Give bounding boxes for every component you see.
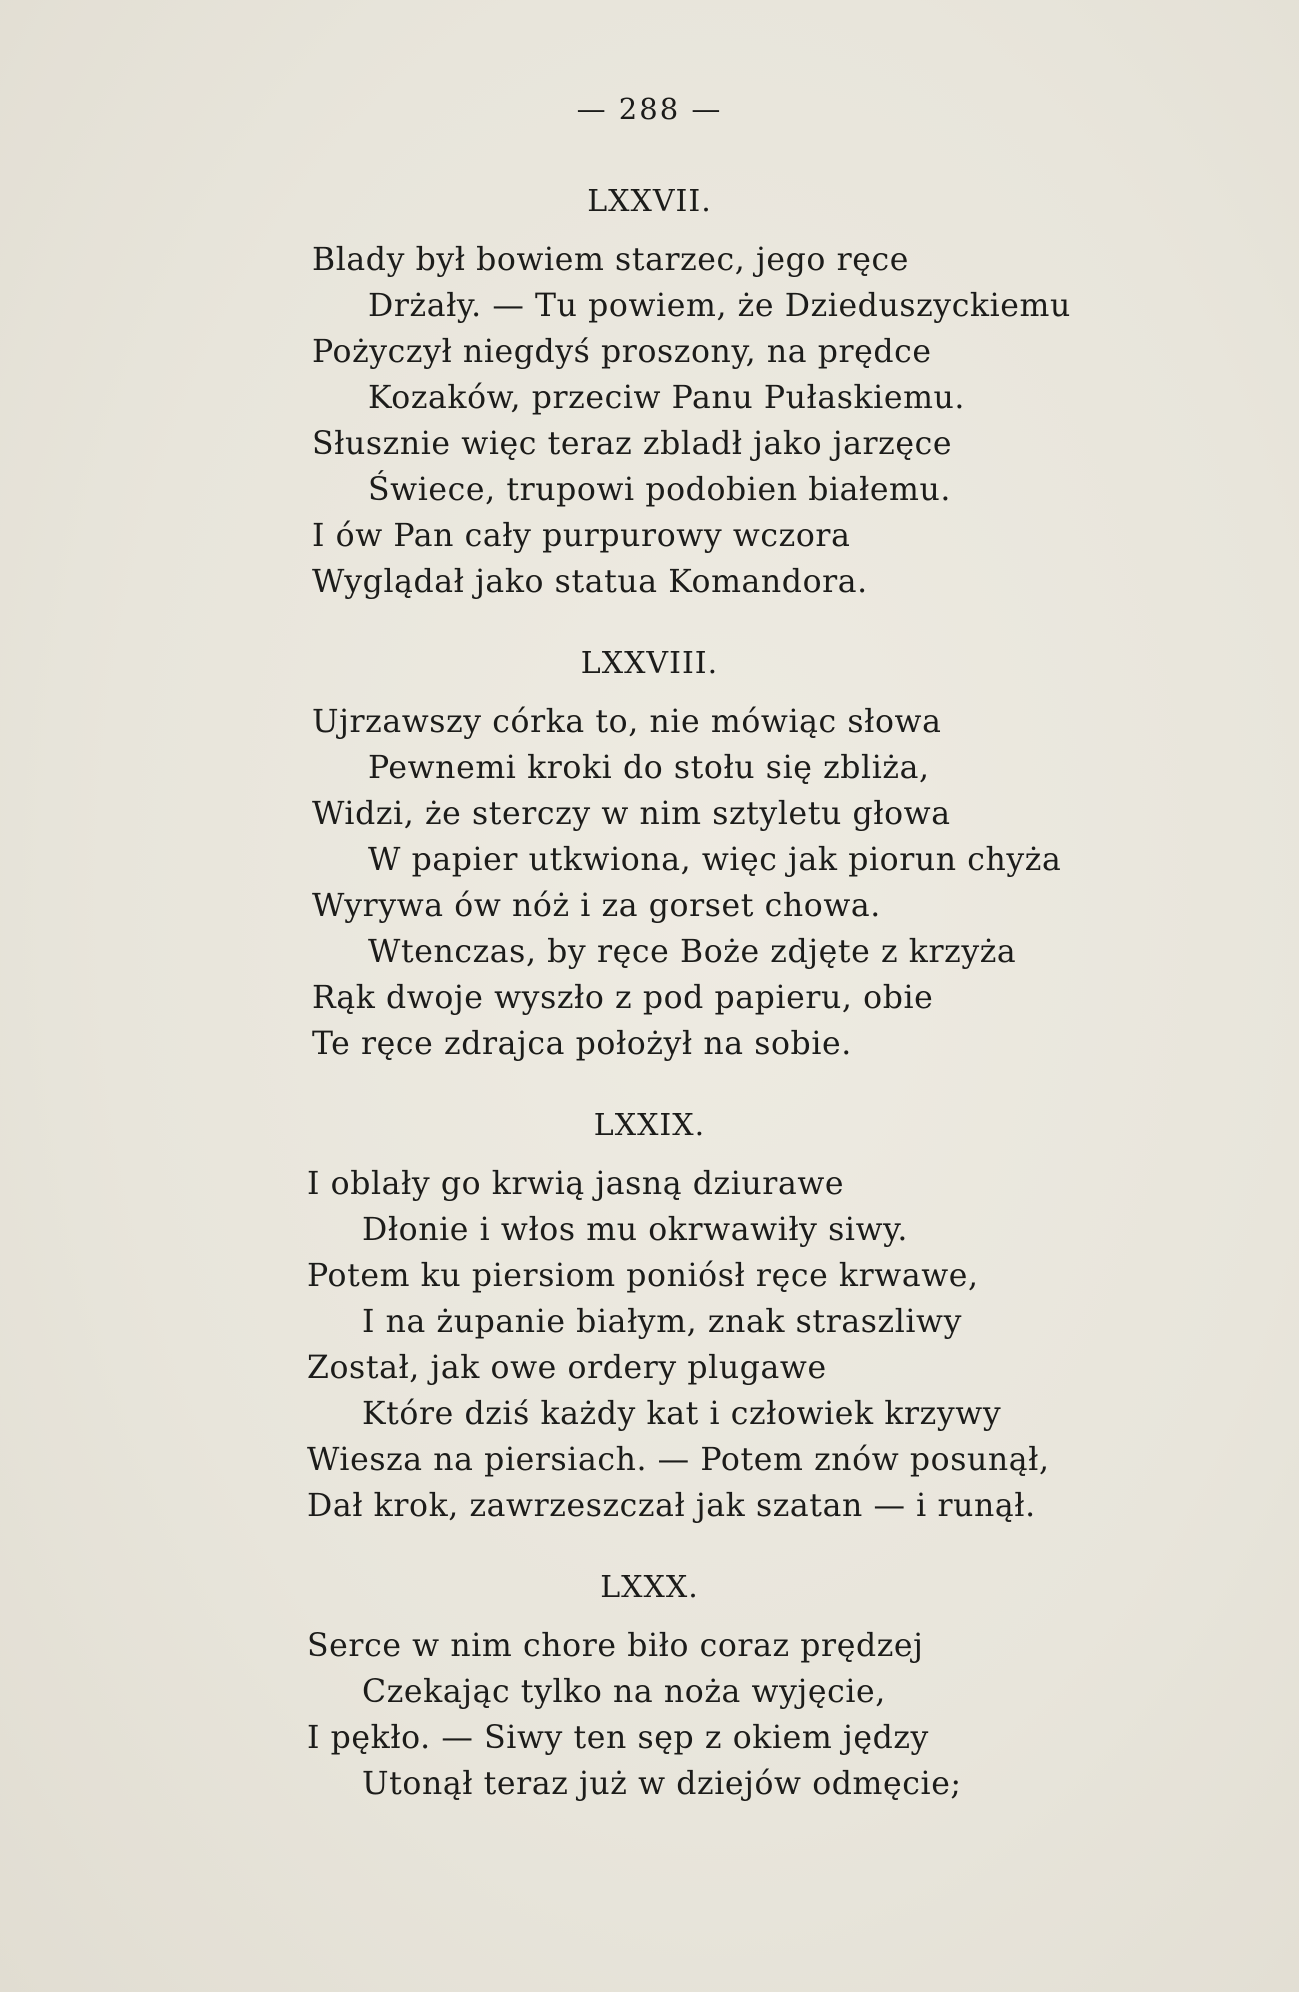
verse-line: Serce w nim chore biło coraz prędzej [307, 1628, 924, 1664]
verse-line: Słusznie więc teraz zbladł jako jarzęce [312, 426, 953, 462]
verse-line: I pękło. — Siwy ten sęp z okiem jędzy [307, 1720, 929, 1756]
verse-line: Pewnemi kroki do stołu się zbliża, [368, 750, 930, 786]
verse-line: Wyglądał jako statua Komandora. [312, 564, 868, 600]
verse-line: Kozaków, przeciw Panu Pułaskiemu. [368, 380, 966, 416]
verse-line: Został, jak owe ordery plugawe [307, 1350, 827, 1386]
verse-line: Drżały. — Tu powiem, że Dzieduszyckiemu [368, 288, 1071, 324]
verse-line: Czekając tylko na noża wyjęcie, [362, 1674, 886, 1710]
verse-line: Blady był bowiem starzec, jego ręce [312, 242, 909, 278]
verse-line: I na żupanie białym, znak straszliwy [362, 1304, 962, 1340]
verse-line: Widzi, że sterczy w nim sztyletu głowa [312, 796, 951, 832]
verse-line: Ujrzawszy córka to, nie mówiąc słowa [312, 704, 942, 740]
stanza-heading: LXXVII. [587, 184, 712, 219]
verse-line: Dłonie i włos mu okrwawiły siwy. [362, 1212, 908, 1248]
verse-line: Te ręce zdrajca położył na sobie. [312, 1026, 852, 1062]
stanza-heading: LXXVIII. [580, 646, 719, 681]
verse-line: I ów Pan cały purpurowy wczora [312, 518, 851, 554]
verse-line: Utonął teraz już w dziejów odmęcie; [362, 1766, 962, 1802]
verse-line: Świece, trupowi podobien białemu. [368, 472, 952, 508]
verse-line: I oblały go krwią jasną dziurawe [307, 1166, 845, 1202]
verse-line: Potem ku piersiom poniósł ręce krwawe, [307, 1258, 979, 1294]
stanza-heading: LXXIX. [593, 1108, 706, 1143]
page-number: — 288 — [576, 92, 723, 126]
verse-line: Wyrywa ów nóż i za gorset chowa. [312, 888, 881, 924]
stanza-heading: LXXX. [600, 1570, 699, 1605]
verse-line: Wtenczas, by ręce Boże zdjęte z krzyża [368, 934, 1017, 970]
verse-line: Rąk dwoje wyszło z pod papieru, obie [312, 980, 934, 1016]
verse-line: Wiesza na piersiach. — Potem znów posunął, [307, 1442, 1050, 1478]
verse-line: Które dziś każdy kat i człowiek krzywy [362, 1396, 1002, 1432]
verse-line: Dał krok, zawrzeszczał jak szatan — i runął. [307, 1488, 1036, 1524]
verse-line: Pożyczył niegdyś proszony, na prędce [312, 334, 932, 370]
verse-line: W papier utkwiona, więc jak piorun chyża [368, 842, 1062, 878]
